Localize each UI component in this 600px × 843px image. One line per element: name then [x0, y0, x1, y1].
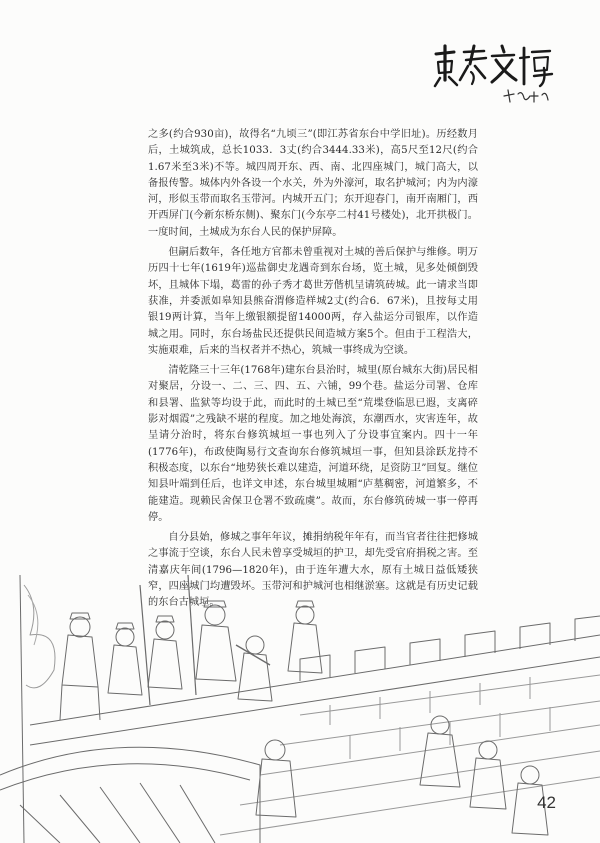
paragraph: 但嗣后数年，各任地方官都未曾重视对土城的善后保护与维修。明万历四十七年(1619年)巡盐御史龙遇奇到东台场，览土城，见多处倾倒毁坏，且城体下塌，葛雷的孙子秀才葛世芳偕机呈请筑砖城。此一请求当即获准，并委派如皋知县熊奋渭修造样城2丈(约合6．67米)，且按每丈用银19两计算，当年上缴银额提留14000两，存入盐运分司银库，以作造城之用。同时，东台场盐民还提供民间造城方案5个。但由于工程浩大，实施艰难，后来的当权者并不热心，筑城一事终成为空谈。	[148, 247, 478, 356]
paragraph: 之多(约合930亩)，故得名“九顷三”(即江苏省东台中学旧址)。历经数月后，土城筑成，总长1033．3丈(约合3444.33米)，高5尺至12尺(约合1.67米至3米)不等。城四周开东、西、南、北四座城门，城门高大，以备报传警。城体内外各设一个水关，外为外濠河，取名护城河；内为内濠河，形似玉带而取名玉带河。内城开五门；东开迎春门，南开南厢门，西开西屏门(今新东桥东侧)、聚东门(今东亭二村41号楼处)，北开拱极门。一度时间，土城成为东台人民的保护屏障。	[148, 129, 478, 238]
city-wall-illustration	[0, 575, 600, 843]
article-body	[148, 127, 478, 616]
page-number: 42	[537, 793, 556, 812]
paragraph: 自分县始，修城之事年年议，摊捐纳税年年有，而当官者往往把修城之事流于空谈，东台人民未曾享受城垣的护卫，却先受官府捐税之害。至清嘉庆年间(1796—1820年)，由于连年遭大水，原有土城日益低矮狭窄，四座城门均遭毁坏。玉带河和护城河也相继淤塞。这就是有历史记载的东台古城垣。	[148, 532, 478, 609]
paragraph: 清乾隆三十三年(1768年)建东台县治时，城里(原台城东大街)居民相对聚居，分设一、二、三、四、五、六铺，99个巷。盐运分司署、仓库和县署、监狱等均设于此，而此时的土城已至“荒堞登临思已遐，支离碎影对烟霞”之残缺不堪的程度。加之地处海滨，东潮西水，灾害连年，故呈请分治时，将东台修筑城垣一事也列入了分设事宜案内。四十一年(1776年)，布政使陶易行文查询东台修筑城垣一事，但知县涂跃龙持不积极态度，以东台“地势狭长难以建造，河道环绕，足资防卫”回复。继位知县叶端到任后，也详文申述，东台城里城厢“庐墓稠密，河道繁多，不能建造。现赖民舍保卫仓署不致疏虞”。故而，东台修筑砖城一事一停再停。	[148, 365, 478, 523]
calligraphy-header-logo	[430, 40, 560, 110]
